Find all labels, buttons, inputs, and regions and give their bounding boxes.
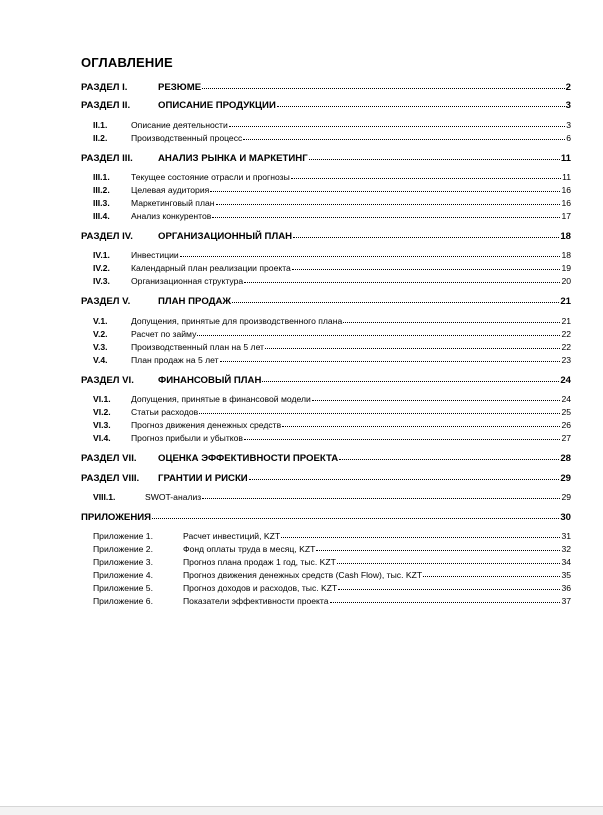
dot-leader [152,510,559,519]
item-page: 17 [561,211,571,221]
toc-appendix-6[interactable] [93,595,571,608]
section-number: РАЗДЕЛ VIII. [81,473,140,484]
section-page: 3 [565,100,571,111]
dot-leader [339,451,559,460]
appendix-item-label: Фонд оплаты труда в месяц, KZT [183,544,316,554]
section-label: ОПИСАНИЕ ПРОДУКЦИИ [158,100,276,111]
dot-leader [232,294,559,303]
appendix-number: Приложение 3. [93,557,153,567]
section-page: 2 [565,82,571,93]
dot-leader [312,392,561,401]
item-number: V.3. [93,342,108,352]
item-page: 26 [561,420,571,430]
dot-leader [220,353,561,362]
appendix-number: Приложение 4. [93,570,153,580]
item-label: Прогноз прибыли и убытков [131,433,243,443]
item-label: Расчет по займу [131,329,197,339]
section-page: 28 [560,453,571,464]
section-label: ГРАНТИИ И РИСКИ [158,473,248,484]
toc-appendix-heading[interactable] [81,511,571,524]
item-label: Статьи расходов [131,407,199,417]
item-page: 24 [561,394,571,404]
dot-leader [423,568,560,577]
item-page: 11 [562,172,571,182]
dot-leader [210,183,560,192]
item-label: Целевая аудитория [131,185,210,195]
item-number: II.2. [93,133,108,143]
item-page: 19 [561,263,571,273]
section-number: РАЗДЕЛ IV. [81,231,133,242]
appendix-item-page: 34 [561,557,571,567]
appendix-item-page: 31 [561,531,571,541]
toc-section-1[interactable] [81,81,571,94]
toc-section-4[interactable] [81,230,571,243]
item-number: III.2. [93,185,110,195]
dot-leader [202,490,560,499]
item-label: SWOT-анализ [145,492,202,502]
section-page: 29 [560,473,571,484]
item-label: Прогноз движения денежных средств [131,420,282,430]
item-number: VI.2. [93,407,111,417]
toc-item-5-4[interactable] [93,354,571,367]
toc-item-4-3[interactable] [93,275,571,288]
dot-leader [343,314,560,323]
item-number: VI.3. [93,420,111,430]
appendix-item-page: 36 [561,583,571,593]
section-number: РАЗДЕЛ I. [81,82,128,93]
item-label: Организационная структура [131,276,244,286]
dot-leader [265,340,560,349]
item-label: Допущения, принятые для производственного плана [131,316,343,326]
dot-leader [338,581,560,590]
item-page: 16 [561,185,571,195]
section-label: АНАЛИЗ РЫНКА И МАРКЕТИНГ [158,153,308,164]
item-label: Календарный план реализации проекта [131,263,291,273]
toc-section-5[interactable] [81,295,571,308]
dot-leader [229,118,565,127]
item-number: III.3. [93,198,110,208]
appendix-item-label: Прогноз плана продаж 1 год, тыс. KZT [183,557,336,567]
item-label: Маркетинговый план [131,198,215,208]
item-page: 21 [561,316,571,326]
dot-leader [243,131,565,140]
page-bottom-band [0,807,603,815]
section-number: РАЗДЕЛ II. [81,100,131,111]
item-number: IV.3. [93,276,110,286]
item-label: Текущее состояние отрасли и прогнозы [131,172,290,182]
appendix-item-label: Расчет инвестиций, KZT [183,531,281,541]
section-label: ФИНАНСОВЫЙ ПЛАН [158,375,262,386]
section-number: РАЗДЕЛ III. [81,153,133,164]
dot-leader [197,327,560,336]
item-label: Инвестиции [131,250,179,260]
item-number: IV.1. [93,250,110,260]
appendix-item-label: Прогноз движения денежных средств (Cash Flow), тыс. KZT [183,570,423,580]
dot-leader [244,431,560,440]
item-number: V.1. [93,316,108,326]
item-label: Описание деятельности [131,120,228,130]
item-page: 22 [561,329,571,339]
item-page: 25 [561,407,571,417]
section-label: ОЦЕНКА ЭФФЕКТИВНОСТИ ПРОЕКТА [158,453,339,464]
dot-leader [212,209,560,218]
toc-title: ОГЛАВЛЕНИЕ [81,55,173,70]
item-number: VI.4. [93,433,111,443]
item-number: V.2. [93,329,108,339]
item-number: IV.2. [93,263,110,273]
dot-leader [309,151,560,160]
appendix-label: ПРИЛОЖЕНИЯ [81,512,152,523]
section-page: 21 [560,296,571,307]
dot-leader [262,373,559,382]
item-label: План продаж на 5 лет [131,355,219,365]
dot-leader [180,248,561,257]
appendix-number: Приложение 5. [93,583,153,593]
section-number: РАЗДЕЛ V. [81,296,131,307]
appendix-item-page: 32 [561,544,571,554]
appendix-page: 30 [560,512,571,523]
dot-leader [202,80,565,89]
appendix-item-page: 37 [561,596,571,606]
dot-leader [244,274,560,283]
appendix-number: Приложение 6. [93,596,153,606]
dot-leader [282,418,560,427]
item-number: III.4. [93,211,110,221]
item-number: VI.1. [93,394,111,404]
dot-leader [293,229,559,238]
dot-leader [277,98,565,107]
section-label: ОРГАНИЗАЦИОННЫЙ ПЛАН [158,231,293,242]
section-label: РЕЗЮМЕ [158,82,202,93]
item-page: 6 [566,133,571,143]
toc-item-3-4[interactable] [93,210,571,223]
toc-item-2-2[interactable] [93,132,571,145]
item-number: V.4. [93,355,108,365]
dot-leader [249,471,560,480]
appendix-number: Приложение 1. [93,531,153,541]
item-page: 3 [566,120,571,130]
item-label: Анализ конкурентов [131,211,212,221]
item-number: II.1. [93,120,108,130]
appendix-item-label: Показатели эффективности проекта [183,596,329,606]
item-number: III.1. [93,172,110,182]
dot-leader [292,261,561,270]
section-label: ПЛАН ПРОДАЖ [158,296,232,307]
item-label: Допущения, принятые в финансовой модели [131,394,311,404]
item-page: 18 [561,250,571,260]
item-page: 20 [561,276,571,286]
dot-leader [216,196,561,205]
item-page: 22 [561,342,571,352]
dot-leader [316,542,560,551]
dot-leader [330,594,561,603]
section-number: РАЗДЕЛ VII. [81,453,137,464]
item-label: Производственный план на 5 лет [131,342,264,352]
appendix-number: Приложение 2. [93,544,153,554]
dot-leader [291,170,561,179]
section-page: 11 [560,153,571,164]
section-number: РАЗДЕЛ VI. [81,375,134,386]
item-page: 27 [561,433,571,443]
item-page: 29 [561,492,571,502]
toc-item-6-4[interactable] [93,432,571,445]
appendix-item-label: Прогноз доходов и расходов, тыс. KZT [183,583,338,593]
toc-section-6[interactable] [81,374,571,387]
appendix-item-page: 35 [561,570,571,580]
toc-section-2[interactable] [81,99,571,112]
item-label: Производственный процесс [131,133,243,143]
toc-section-7[interactable] [81,452,571,465]
dot-leader [281,529,560,538]
toc-section-3[interactable] [81,152,571,165]
toc-section-8[interactable] [81,472,571,485]
item-number: VIII.1. [93,492,116,502]
section-page: 18 [560,231,571,242]
dot-leader [199,405,560,414]
item-page: 16 [561,198,571,208]
item-page: 23 [561,355,571,365]
section-page: 24 [560,375,571,386]
dot-leader [337,555,561,564]
toc-item-8-1[interactable] [93,491,571,504]
